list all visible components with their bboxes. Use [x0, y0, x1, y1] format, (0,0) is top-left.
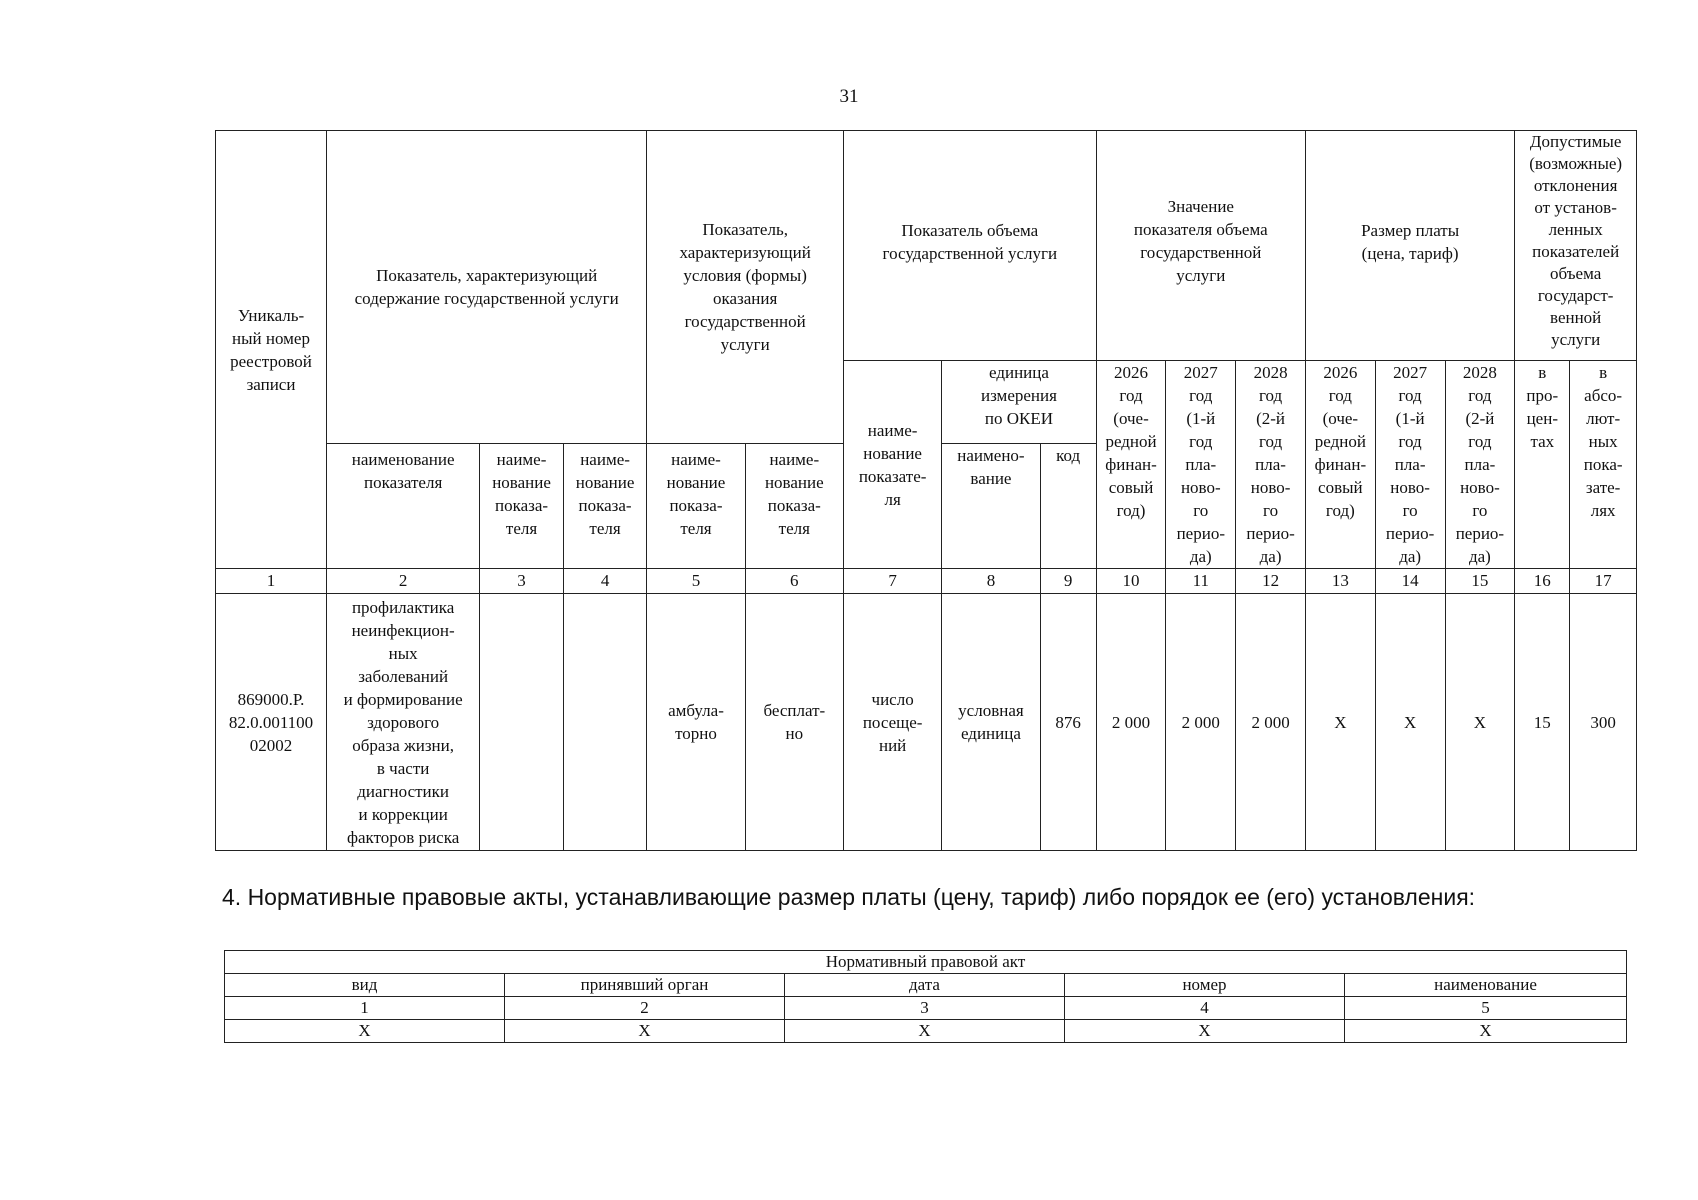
acts-column-number: 2	[505, 997, 785, 1020]
header-conditions-group: Показатель, характеризующий условия (формы) оказания государственной услуги	[647, 131, 844, 444]
acts-column-number: 1	[225, 997, 505, 1020]
acts-cell: Х	[785, 1020, 1065, 1043]
acts-column-number: 5	[1345, 997, 1627, 1020]
column-number: 1	[216, 569, 327, 594]
acts-header-number: номер	[1065, 974, 1345, 997]
cell-deviation-percent: 15	[1515, 594, 1570, 851]
cell-content-name: профилактика неинфекцион- ных заболеваний и формирование здорового образа жизни, в части диагностики и коррекции факторов риска	[327, 594, 480, 851]
cell-fee-2028: Х	[1445, 594, 1515, 851]
column-number: 4	[563, 569, 647, 594]
header-fee-2026: 2026 год (оче- редной финан- совый год)	[1305, 361, 1375, 569]
column-number: 16	[1515, 569, 1570, 594]
header-deviation-absolute: в абсо- лют- ных пока- зате- лях	[1570, 361, 1637, 569]
table-row	[225, 1020, 1627, 1043]
column-number: 12	[1236, 569, 1306, 594]
column-number: 11	[1166, 569, 1236, 594]
acts-header-date: дата	[785, 974, 1065, 997]
acts-cell: Х	[1345, 1020, 1627, 1043]
service-volume-table	[215, 130, 1637, 851]
header-name-col2: наименование показателя	[327, 444, 480, 569]
cell-fee-2026: Х	[1305, 594, 1375, 851]
cell-content-col3	[480, 594, 564, 851]
cell-value-2026: 2 000	[1096, 594, 1166, 851]
cell-value-2027: 2 000	[1166, 594, 1236, 851]
cell-volume-name: число посеще- ний	[843, 594, 941, 851]
header-content-group: Показатель, характеризующий содержание государственной услуги	[327, 131, 647, 444]
header-name-col3: наиме- нование показа- теля	[480, 444, 564, 569]
table-row	[216, 594, 1637, 851]
column-number: 10	[1096, 569, 1166, 594]
normative-acts-table	[224, 950, 1627, 1043]
header-fee-2028: 2028 год (2-й год пла- ново- го перио- да)	[1445, 361, 1515, 569]
acts-cell: Х	[505, 1020, 785, 1043]
header-unique-number: Уникаль- ный номер реестровой записи	[216, 131, 327, 569]
column-number: 9	[1040, 569, 1096, 594]
header-volume-group: Показатель объема государственной услуги	[843, 131, 1096, 361]
header-unit-name: наимено- вание	[942, 444, 1040, 569]
column-number: 2	[327, 569, 480, 594]
acts-cell: Х	[1065, 1020, 1345, 1043]
column-number: 3	[480, 569, 564, 594]
cell-unit-name: условная единица	[942, 594, 1040, 851]
acts-header-name: наименование	[1345, 974, 1627, 997]
header-unit-code: код	[1040, 444, 1096, 569]
header-fee-2027: 2027 год (1-й год пла- ново- го перио- да)	[1375, 361, 1445, 569]
cell-unit-code: 876	[1040, 594, 1096, 851]
acts-header-type: вид	[225, 974, 505, 997]
column-number-row	[216, 569, 1637, 594]
acts-column-number: 3	[785, 997, 1065, 1020]
header-value-2028: 2028 год (2-й год пла- ново- го перио- да)	[1236, 361, 1306, 569]
column-number: 14	[1375, 569, 1445, 594]
cell-unique-number: 869000.Р. 82.0.001100 02002	[216, 594, 327, 851]
section-4-heading: 4. Нормативные правовые акты, устанавливающие размер платы (цену, тариф) либо порядок ее (его) установления:	[222, 884, 1476, 910]
header-deviation-percent: в про- цен- тах	[1515, 361, 1570, 569]
acts-header-authority: принявший орган	[505, 974, 785, 997]
header-value-2027: 2027 год (1-й год пла- ново- го перио- да)	[1166, 361, 1236, 569]
cell-condition-fee: бесплат- но	[745, 594, 843, 851]
header-unit-okei: единица измерения по ОКЕИ	[942, 361, 1096, 444]
column-number: 13	[1305, 569, 1375, 594]
column-number: 7	[843, 569, 941, 594]
header-name-col4: наиме- нование показа- теля	[563, 444, 647, 569]
header-fee-group: Размер платы (цена, тариф)	[1305, 131, 1514, 361]
acts-table-caption: Нормативный правовой акт	[225, 951, 1627, 974]
header-value-group: Значение показателя объема государственной услуги	[1096, 131, 1305, 361]
header-deviation-group: Допустимые (возможные) отклонения от установ- ленных показателей объема государст- венной услуги	[1515, 131, 1637, 361]
acts-column-number: 4	[1065, 997, 1345, 1020]
column-number: 5	[647, 569, 745, 594]
column-number: 6	[745, 569, 843, 594]
column-number: 8	[942, 569, 1040, 594]
cell-fee-2027: Х	[1375, 594, 1445, 851]
column-number: 15	[1445, 569, 1515, 594]
acts-cell: Х	[225, 1020, 505, 1043]
header-value-2026: 2026 год (оче- редной финан- совый год)	[1096, 361, 1166, 569]
cell-condition-form: амбула- торно	[647, 594, 745, 851]
header-volume-name: наиме- нование показате- ля	[843, 361, 941, 569]
page-number: 31	[839, 86, 859, 107]
header-name-col5: наиме- нование показа- теля	[647, 444, 745, 569]
header-name-col6: наиме- нование показа- теля	[745, 444, 843, 569]
cell-deviation-absolute: 300	[1570, 594, 1637, 851]
cell-content-col4	[563, 594, 647, 851]
column-number: 17	[1570, 569, 1637, 594]
cell-value-2028: 2 000	[1236, 594, 1306, 851]
